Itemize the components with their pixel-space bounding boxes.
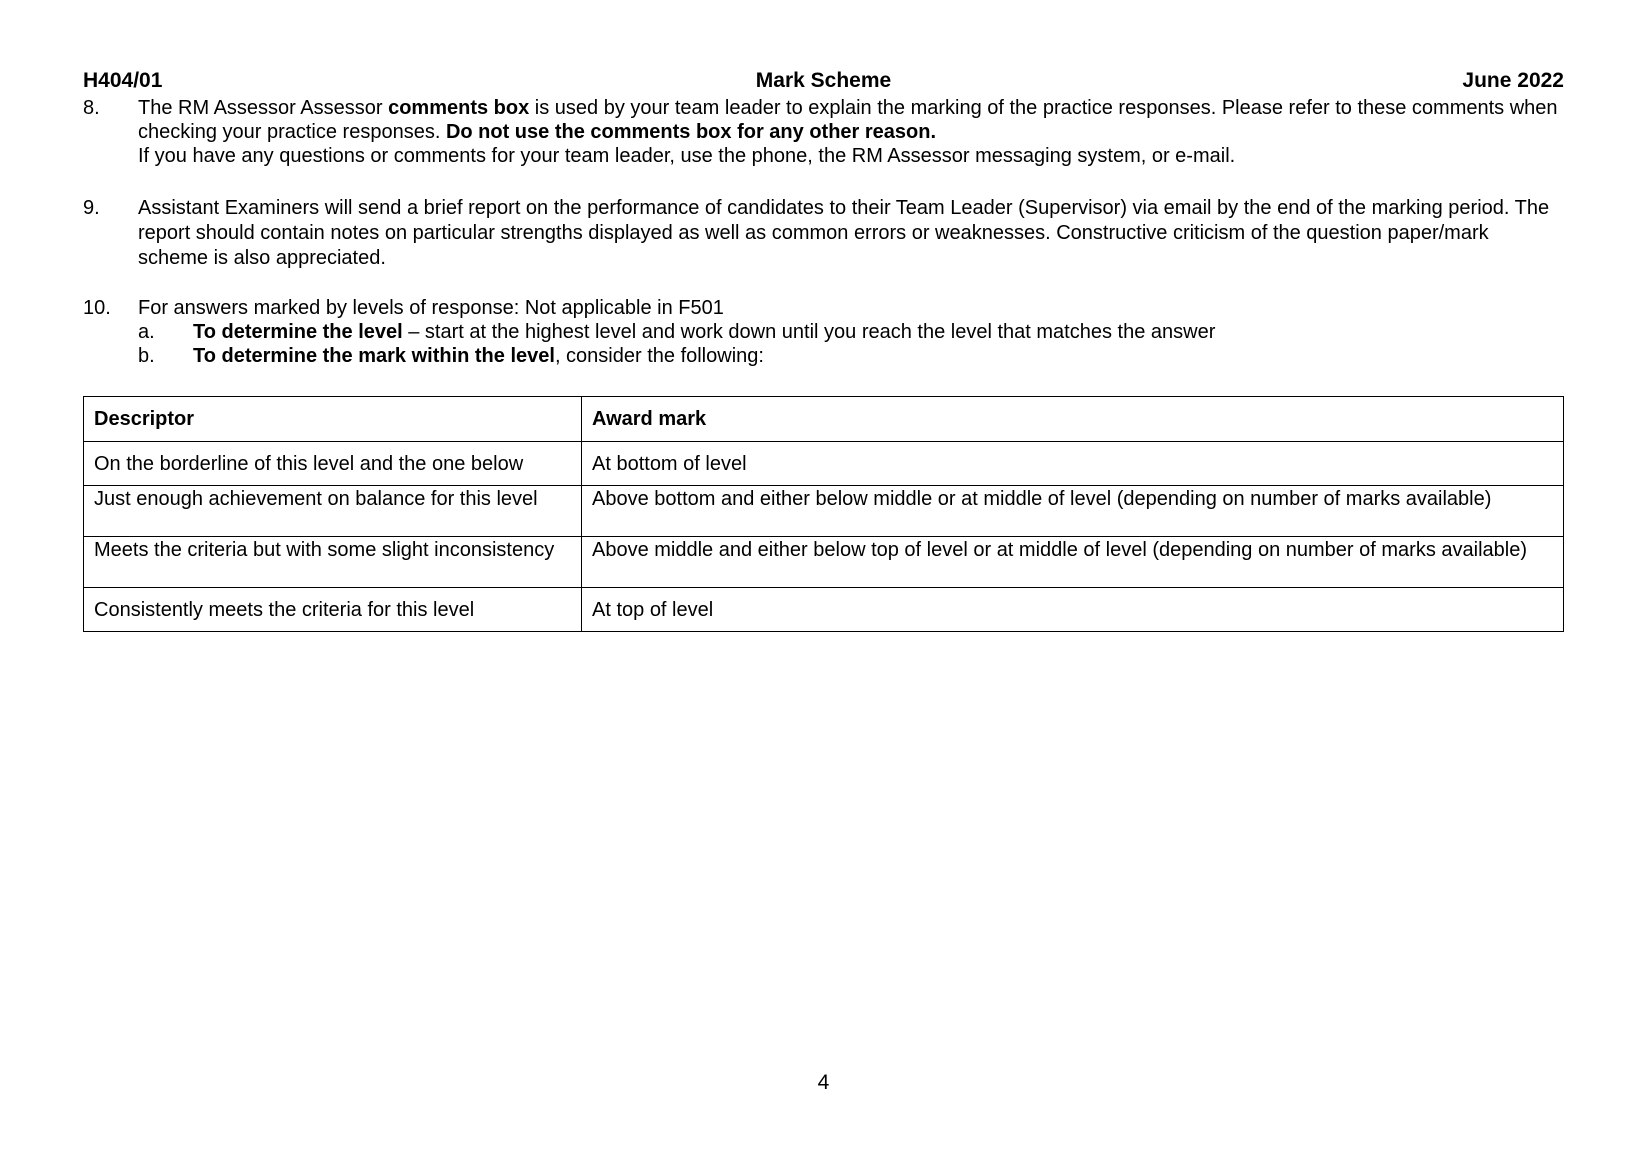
text-run: – start at the highest level and work down until you reach the level that matches the answer [402, 321, 1216, 343]
descriptor-cell: Just enough achievement on balance for this level [84, 486, 582, 537]
item-9 [83, 196, 1564, 271]
award-mark-cell: Above bottom and either below middle or at middle of level (depending on number of marks available) [582, 486, 1564, 537]
item-8-second-line: If you have any questions or comments for your team leader, use the phone, the RM Assessor messaging system, or e-mail. [138, 145, 1236, 167]
award-mark-cell: At bottom of level [582, 442, 1564, 486]
item-number: 8. [83, 97, 100, 119]
document-page [83, 0, 1564, 1158]
bold-text: To determine the mark within the level [193, 345, 555, 367]
page-number: 4 [817, 1071, 830, 1094]
award-mark-cell: Above middle and either below top of level or at middle of level (depending on number of marks available) [582, 537, 1564, 588]
text-run: is used by your team leader to explain the marking of the practice responses. Please refer to these comments when checking your practice responses. [138, 97, 1558, 143]
item-8 [83, 96, 1564, 168]
levels-table [83, 396, 1564, 632]
text-run: , consider the following: [554, 345, 764, 367]
sub-item-b [138, 344, 1564, 368]
award-mark-cell: At top of level [582, 588, 1564, 632]
descriptor-cell: Meets the criteria but with some slight inconsistency [84, 537, 582, 588]
item-10-paragraph: For answers marked by levels of response: Not applicable in F501 [138, 297, 724, 319]
table-row [84, 588, 1564, 632]
exam-date: June 2022 [1462, 69, 1564, 92]
column-header-award-mark: Award mark [582, 397, 1564, 442]
table-row [84, 537, 1564, 588]
item-number: 10. [83, 297, 111, 319]
bold-text: To determine the level [193, 321, 403, 343]
table-header-row [84, 397, 1564, 442]
item-9-paragraph: Assistant Examiners will send a brief report on the performance of candidates to their Team Leader (Supervisor) via email by the end of the marking period. The report should contain notes on particular strengths displayed as well as common errors or weaknesses. Constructive criticism of the question paper/mark scheme is also appreciated. [138, 197, 1550, 269]
descriptor-cell: Consistently meets the criteria for this level [84, 588, 582, 632]
paper-code: H404/01 [83, 69, 163, 92]
bold-text: comments box [388, 97, 530, 119]
table-row [84, 442, 1564, 486]
sub-item-letter: b. [138, 345, 155, 367]
item-10 [83, 296, 1564, 368]
sub-item-letter: a. [138, 321, 155, 343]
document-title: Mark Scheme [755, 69, 892, 92]
text-run: The RM Assessor Assessor [138, 97, 389, 119]
column-header-descriptor: Descriptor [84, 397, 582, 442]
item-8-paragraph [138, 96, 1564, 144]
descriptor-cell: On the borderline of this level and the one below [84, 442, 582, 486]
page-header [83, 69, 1564, 95]
table-row [84, 486, 1564, 537]
sub-item-a [138, 320, 1564, 344]
bold-text: Do not use the comments box for any other reason. [445, 121, 937, 143]
item-number: 9. [83, 197, 100, 219]
